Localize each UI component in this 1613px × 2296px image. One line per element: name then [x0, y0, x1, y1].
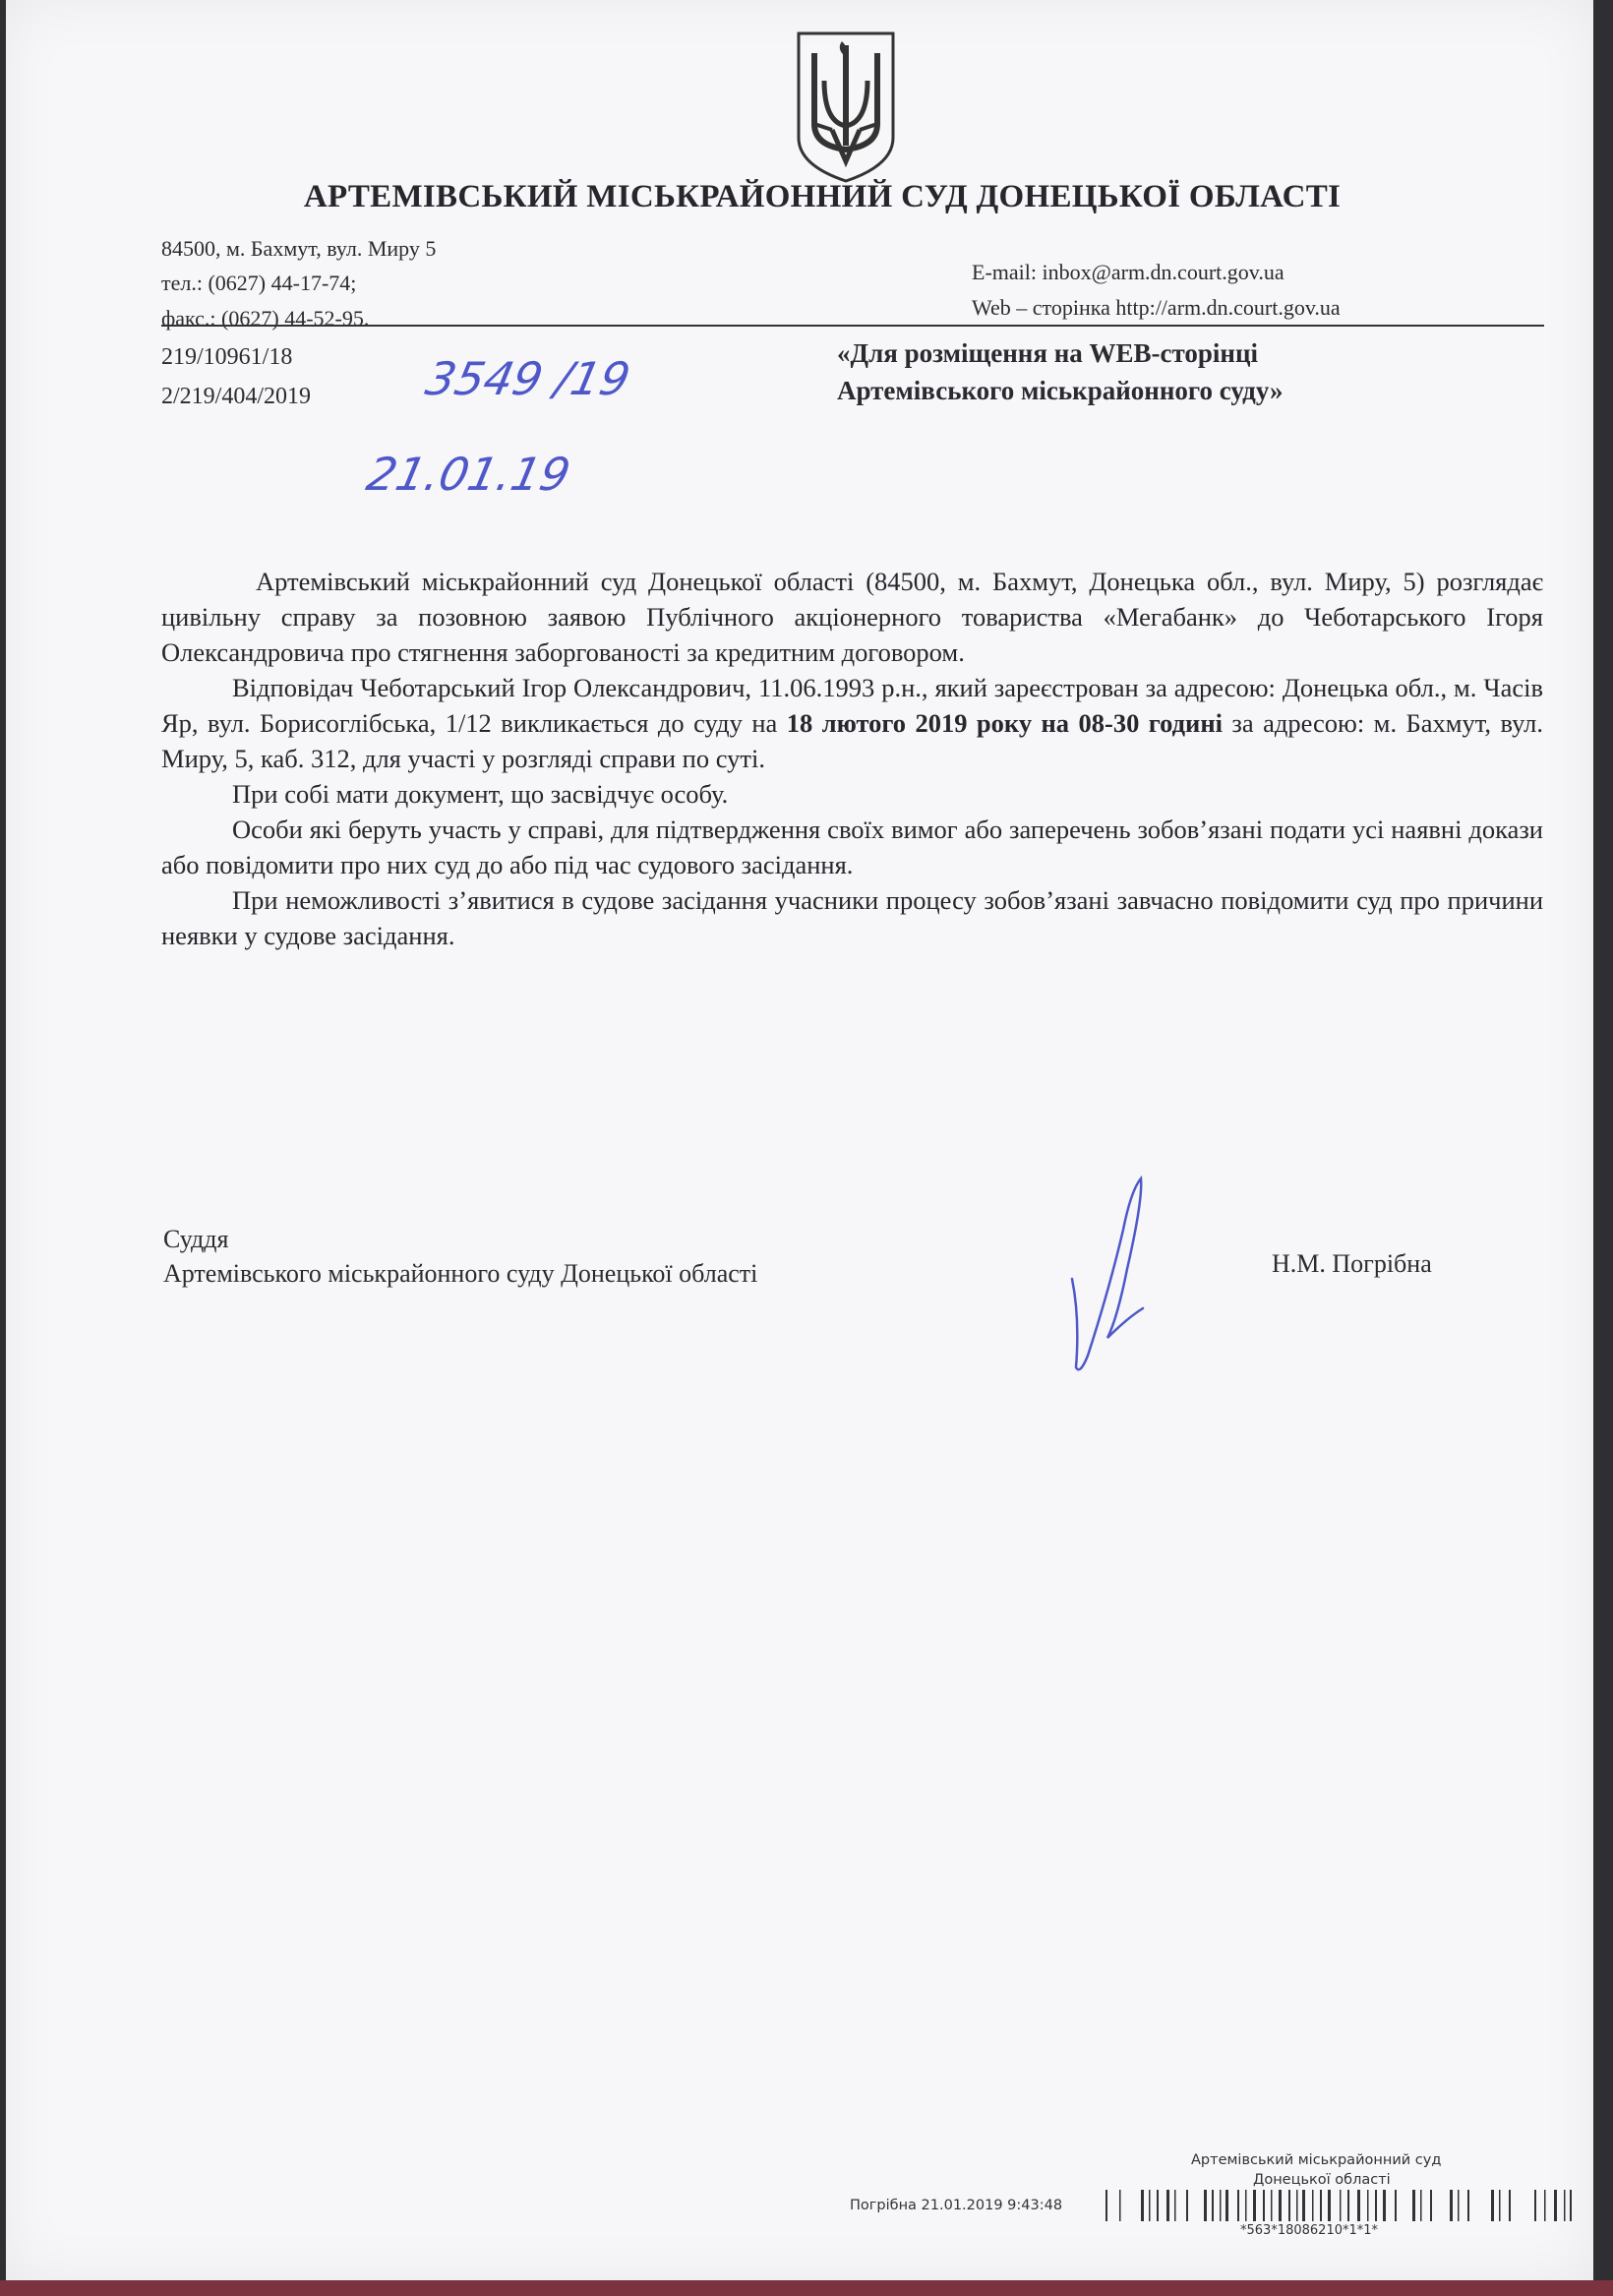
notice-paragraph-4: Особи які беруть участь у справі, для підтвердження своїх вимог або заперечень зобов’язані подати усі наявні докази або повідомити про них суд до або під час судового засідання. [161, 815, 1543, 879]
stamp-registration: Погрібна 21.01.2019 9:43:48 [850, 2198, 1063, 2213]
web-note-line1: «Для розміщення на WEB-сторінці [837, 338, 1259, 368]
court-website: Web – сторінка http://arm.dn.court.gov.ua [972, 295, 1341, 320]
stamp-court-line1: Артемівський міськрайонний суд [1191, 2152, 1442, 2168]
barcode-number: *563*18086210*1*1* [1240, 2223, 1379, 2238]
notice-paragraph-5: При неможливості з’явитися в судове засідання учасники процесу зобов’язані завчасно повідомити суд про причини неявки у судове засідання. [161, 885, 1543, 950]
court-email: E-mail: inbox@arm.dn.court.gov.ua [972, 260, 1284, 284]
notice-paragraph-2 [161, 670, 1543, 776]
judge-court: Артемівського міськрайонного суду Донецької області [163, 1259, 758, 1288]
court-phone: тел.: (0627) 44-17-74; [161, 271, 357, 295]
summons-text-start: Відповідач Чеботарський Ігор Олександрович, 11.06.1993 р.н., який зареєстрован за адресою: Донецька обл., м. Часів Яр, вул. Борисоглібська, 1/12 викликається до суду на [161, 673, 1543, 738]
court-name: АРТЕМІВСЬКИЙ МІСЬКРАЙОННИЙ СУД ДОНЕЦЬКОЇ ОБЛАСТІ [303, 179, 1342, 214]
header-divider [161, 325, 1544, 327]
web-note-line2: Артемівського міськрайонного суду» [837, 376, 1284, 405]
notice-paragraph-3: При собі мати документ, що засвідчує особу. [232, 779, 729, 809]
judge-role: Суддя [163, 1225, 229, 1253]
court-address: 84500, м. Бахмут, вул. Миру 5 [161, 236, 437, 261]
trident-coat-of-arms-icon [793, 28, 899, 185]
stamp-court-line2: Донецької області [1253, 2172, 1391, 2188]
scan-edge-strip [0, 2280, 1613, 2296]
handwritten-date: 21.01.19 [362, 448, 575, 501]
case-number: 219/10961/18 [161, 344, 293, 370]
summons-text-end: за адресою: м. Бахмут, вул. Миру, 5, каб. 312, для участі у розгляді справи по суті. [161, 708, 1543, 773]
document-page [6, 0, 1593, 2280]
handwritten-registration-number: 3549 /19 [421, 352, 635, 405]
hearing-date-time: 18 лютого 2019 року на 08-30 годині [786, 708, 1223, 738]
proceeding-number: 2/219/404/2019 [161, 384, 312, 409]
notice-body [161, 564, 1543, 953]
notice-paragraph-1: Артемівський міськрайонний суд Донецької області (84500, м. Бахмут, Донецька обл., вул. Миру, 5) розглядає цивільну справу за позовною заявою Публічного акціонерного товариства «Мегабанк» до Чеботарського Ігоря Олександровича про стягнення заборгованості за кредитним договором. [161, 567, 1543, 667]
barcode-image [1105, 2190, 1573, 2221]
court-fax: факс.: (0627) 44-52-95. [161, 306, 370, 331]
web-publication-note [837, 334, 1284, 409]
judge-name: Н.М. Погрібна [1272, 1249, 1432, 1278]
judge-signature [1058, 1171, 1166, 1387]
